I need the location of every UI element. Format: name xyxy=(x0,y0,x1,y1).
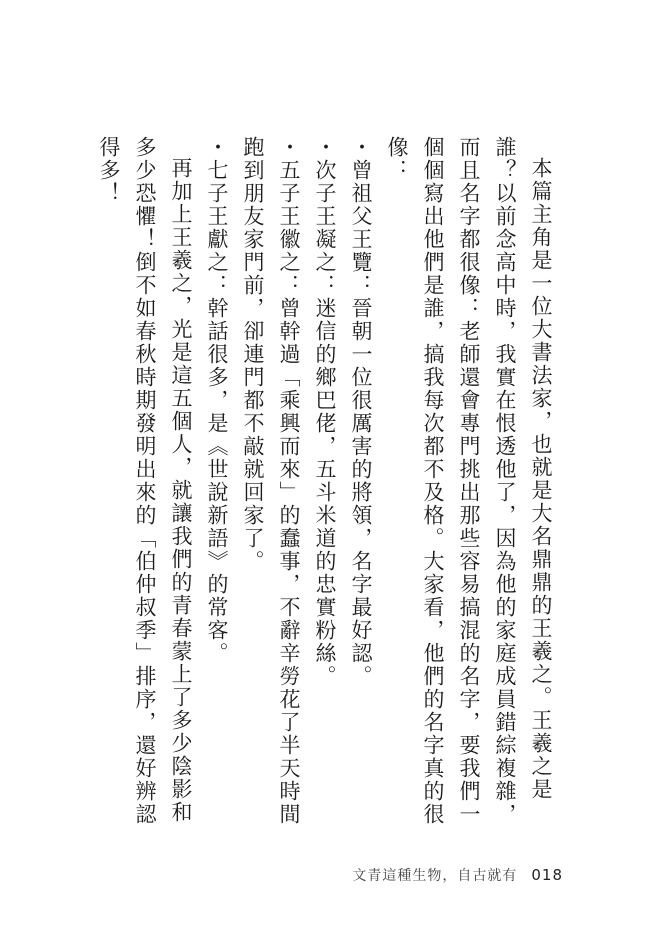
page-footer xyxy=(352,865,563,885)
vertical-body-text xyxy=(91,136,559,836)
bullet-item-fifth-son: ・五子王徽之：曾幹過「乘興而來」的蠢事，不辭辛勞花了半天時間跑到朋友家門前，卻連門都不敲就回家了。 xyxy=(241,136,301,826)
running-title: 文青這種生物，自古就有 xyxy=(352,868,518,884)
bullet-item-great-grandfather: ・曾祖父王覽：晉朝一位很厲害的將領，名字最好認。 xyxy=(349,136,373,688)
intro-paragraph: 本篇主角是一位大書法家，也就是大名鼎鼎的王羲之。王羲之是誰？以前念高中時，我實在恨透他了，因為他的家庭成員錯綜複雜，而且名字都很像：老師還會專門挑出那些容易搞混的名字，要我們一個個寫出他們是誰，搞我每次都不及格。大家看，他們的名字真的很像： xyxy=(385,136,553,826)
bullet-item-second-son: ・次子王凝之：迷信的鄉巴佬，五斗米道的忠實粉絲。 xyxy=(313,136,337,688)
closing-paragraph: 再加上王羲之，光是這五個人，就讓我們的青春蒙上了多少陰影和多少恐懼！倒不如春秋時期發明出來的「伯仲叔季」排序，還好辨認得多！ xyxy=(97,136,193,826)
page-number: 018 xyxy=(531,866,563,884)
bullet-item-seventh-son: ・七子王獻之：幹話很多，是《世說新語》的常客。 xyxy=(205,136,229,665)
